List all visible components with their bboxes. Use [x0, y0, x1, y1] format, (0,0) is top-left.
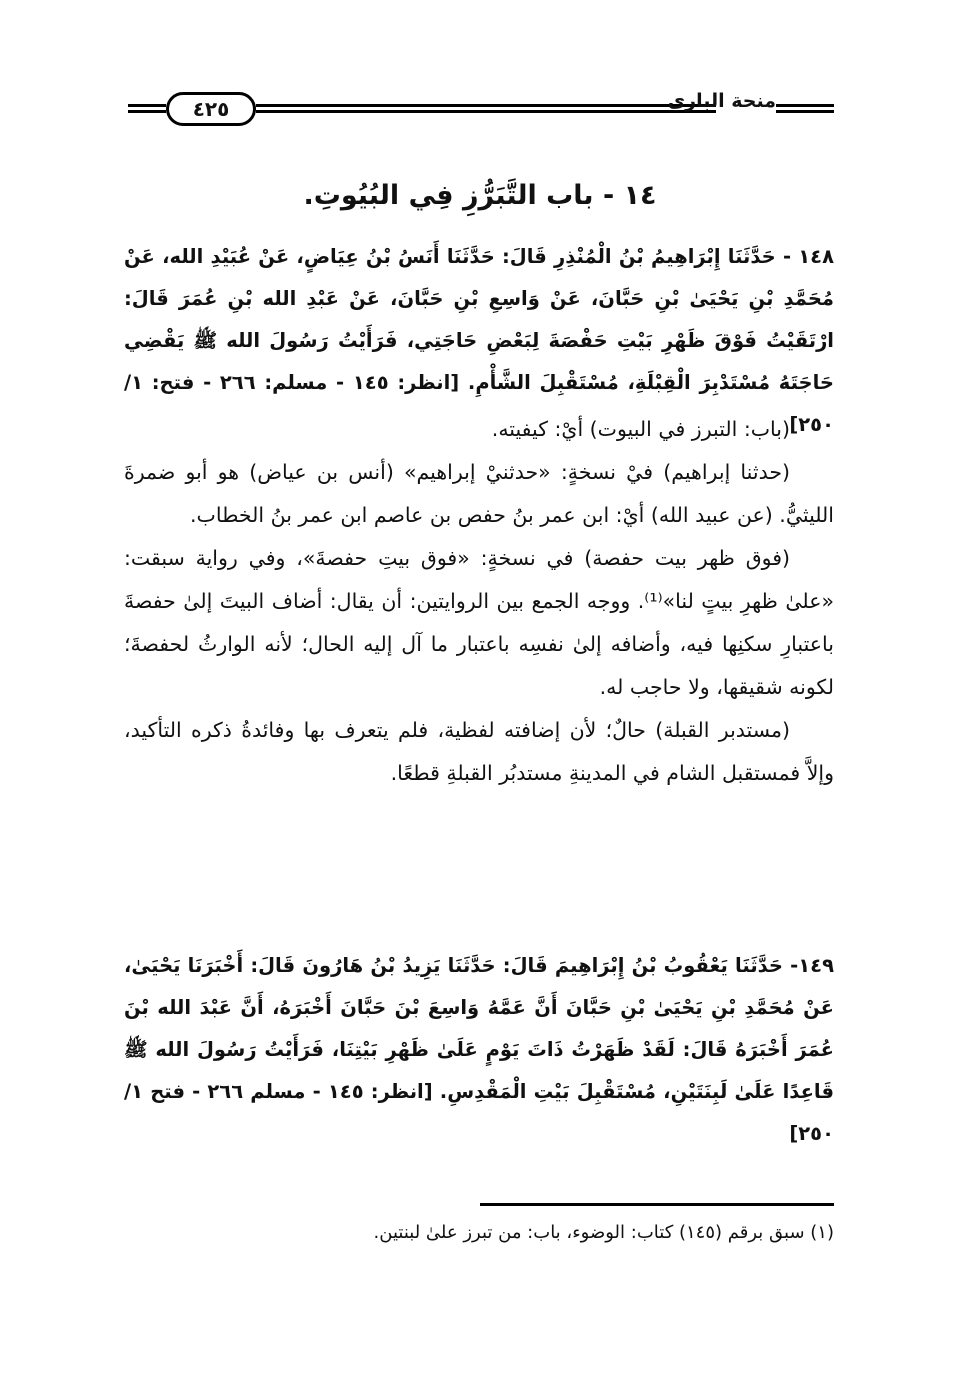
book-title: منحة الباري [667, 90, 776, 112]
page-header [128, 88, 834, 136]
footnote: (١) سبق برقم (١٤٥) كتاب: الوضوء، باب: من تبرز علىٰ لبنتين. [373, 1222, 834, 1243]
commentary-paragraph-1: (باب: التبرز في البيوت) أيْ: كيفيته. [491, 417, 790, 441]
page-number: ٤٢٥ [192, 97, 230, 121]
page-number-badge [166, 92, 256, 126]
commentary-paragraph-3: (فوق ظهر بيت حفصة) في نسخةٍ: «فوق بيتِ حفصةَ»، وفي رواية سبقت: «علىٰ ظهرِ بيتٍ لنا»⁽¹⁾. ووجه الجمع بين الروايتين: أن يقال: أضاف البيتَ إلىٰ حفصةَ باعتبارِ سكنِها فيه، وأضافه إلىٰ نفسِه باعتبار ما آل إليه الحال؛ لأنه الوارثُ لحفصةَ؛ لكونه شقيقها، ولا حاجب له. [124, 546, 834, 699]
header-rule-left [128, 104, 166, 113]
commentary-paragraph-4: (مستدبر القبلة) حالٌ؛ لأن إضافته لفظية، فلم يتعرف بها وفائدةُ ذكره التأكيد، وإلاَّ فمستقبل الشام في المدينةِ مستدبُر القبلةِ قطعًا. [124, 718, 834, 785]
commentary-paragraph-2: (حدثنا إبراهيم) فيْ نسخةٍ: «حدثنيْ إبراهيم» (أنس بن عياض) هو أبو ضمرةَ الليثيُّ. (عن عبيد الله) أيْ: ابن عمر بنُ حفص بن عاصم ابن عمر بنُ الخطاب. [124, 460, 834, 527]
hadith-149: ١٤٩- حَدَّثَنَا يَعْقُوبُ بْنُ إِبْرَاهِيمَ قَالَ: حَدَّثَنَا يَزِيدُ بْنُ هَارُونَ قَالَ: أَخْبَرَنَا يَحْيَىٰ، عَنْ مُحَمَّدِ بْنِ يَحْيَىٰ بْنِ حَبَّانَ أَنَّ عَمَّهُ وَاسِعَ بْنَ حَبَّانَ أَخْبَرَهُ، أَنَّ عَبْدَ الله بْنَ عُمَرَ أَخْبَرَهُ قَالَ: لَقَدْ ظَهَرْتُ ذَاتَ يَوْمٍ عَلَىٰ ظَهْرِ بَيْتِنَا، فَرَأَيْتُ رَسُولَ الله ﷺ قَاعِدًا عَلَىٰ لَبِنَتَيْنِ، مُسْتَقْبِلَ بَيْتِ الْمَقْدِسِ. [انظر: ١٤٥ - مسلم ٢٦٦ - فتح ١/ ٢٥٠] [124, 954, 834, 1145]
footnote-divider [480, 1203, 834, 1206]
chapter-title: ١٤ - باب التَّبَرُّزِ فِي البُيُوتِ. [303, 180, 657, 211]
commentary-block [124, 408, 834, 795]
header-rule-right [776, 104, 834, 113]
header-rule-middle [256, 104, 716, 113]
hadith-148: ١٤٨ - حَدَّثَنَا إِبْرَاهِيمُ بْنُ الْمُنْذِرِ قَالَ: حَدَّثَنَا أَنَسُ بْنُ عِيَاضٍ، عَنْ عُبَيْدِ الله، عَنْ مُحَمَّدِ بْنِ يَحْيَىٰ بْنِ حَبَّانَ، عَنْ وَاسِعِ بْنِ حَبَّانَ، عَنْ عَبْدِ الله بْنِ عُمَرَ قَالَ: ارْتَقَيْتُ فَوْقَ ظَهْرِ بَيْتِ حَفْصَةَ لِبَعْضِ حَاجَتِي، فَرَأَيْتُ رَسُولَ الله ﷺ يَقْضِي حَاجَتَهُ مُسْتَدْبِرَ الْقِبْلَةِ، مُسْتَقْبِلَ الشَّأْمِ. [انظر: ١٤٥ - مسلم: ٢٦٦ - فتح: ١/ ٢٥٠] [124, 245, 834, 436]
